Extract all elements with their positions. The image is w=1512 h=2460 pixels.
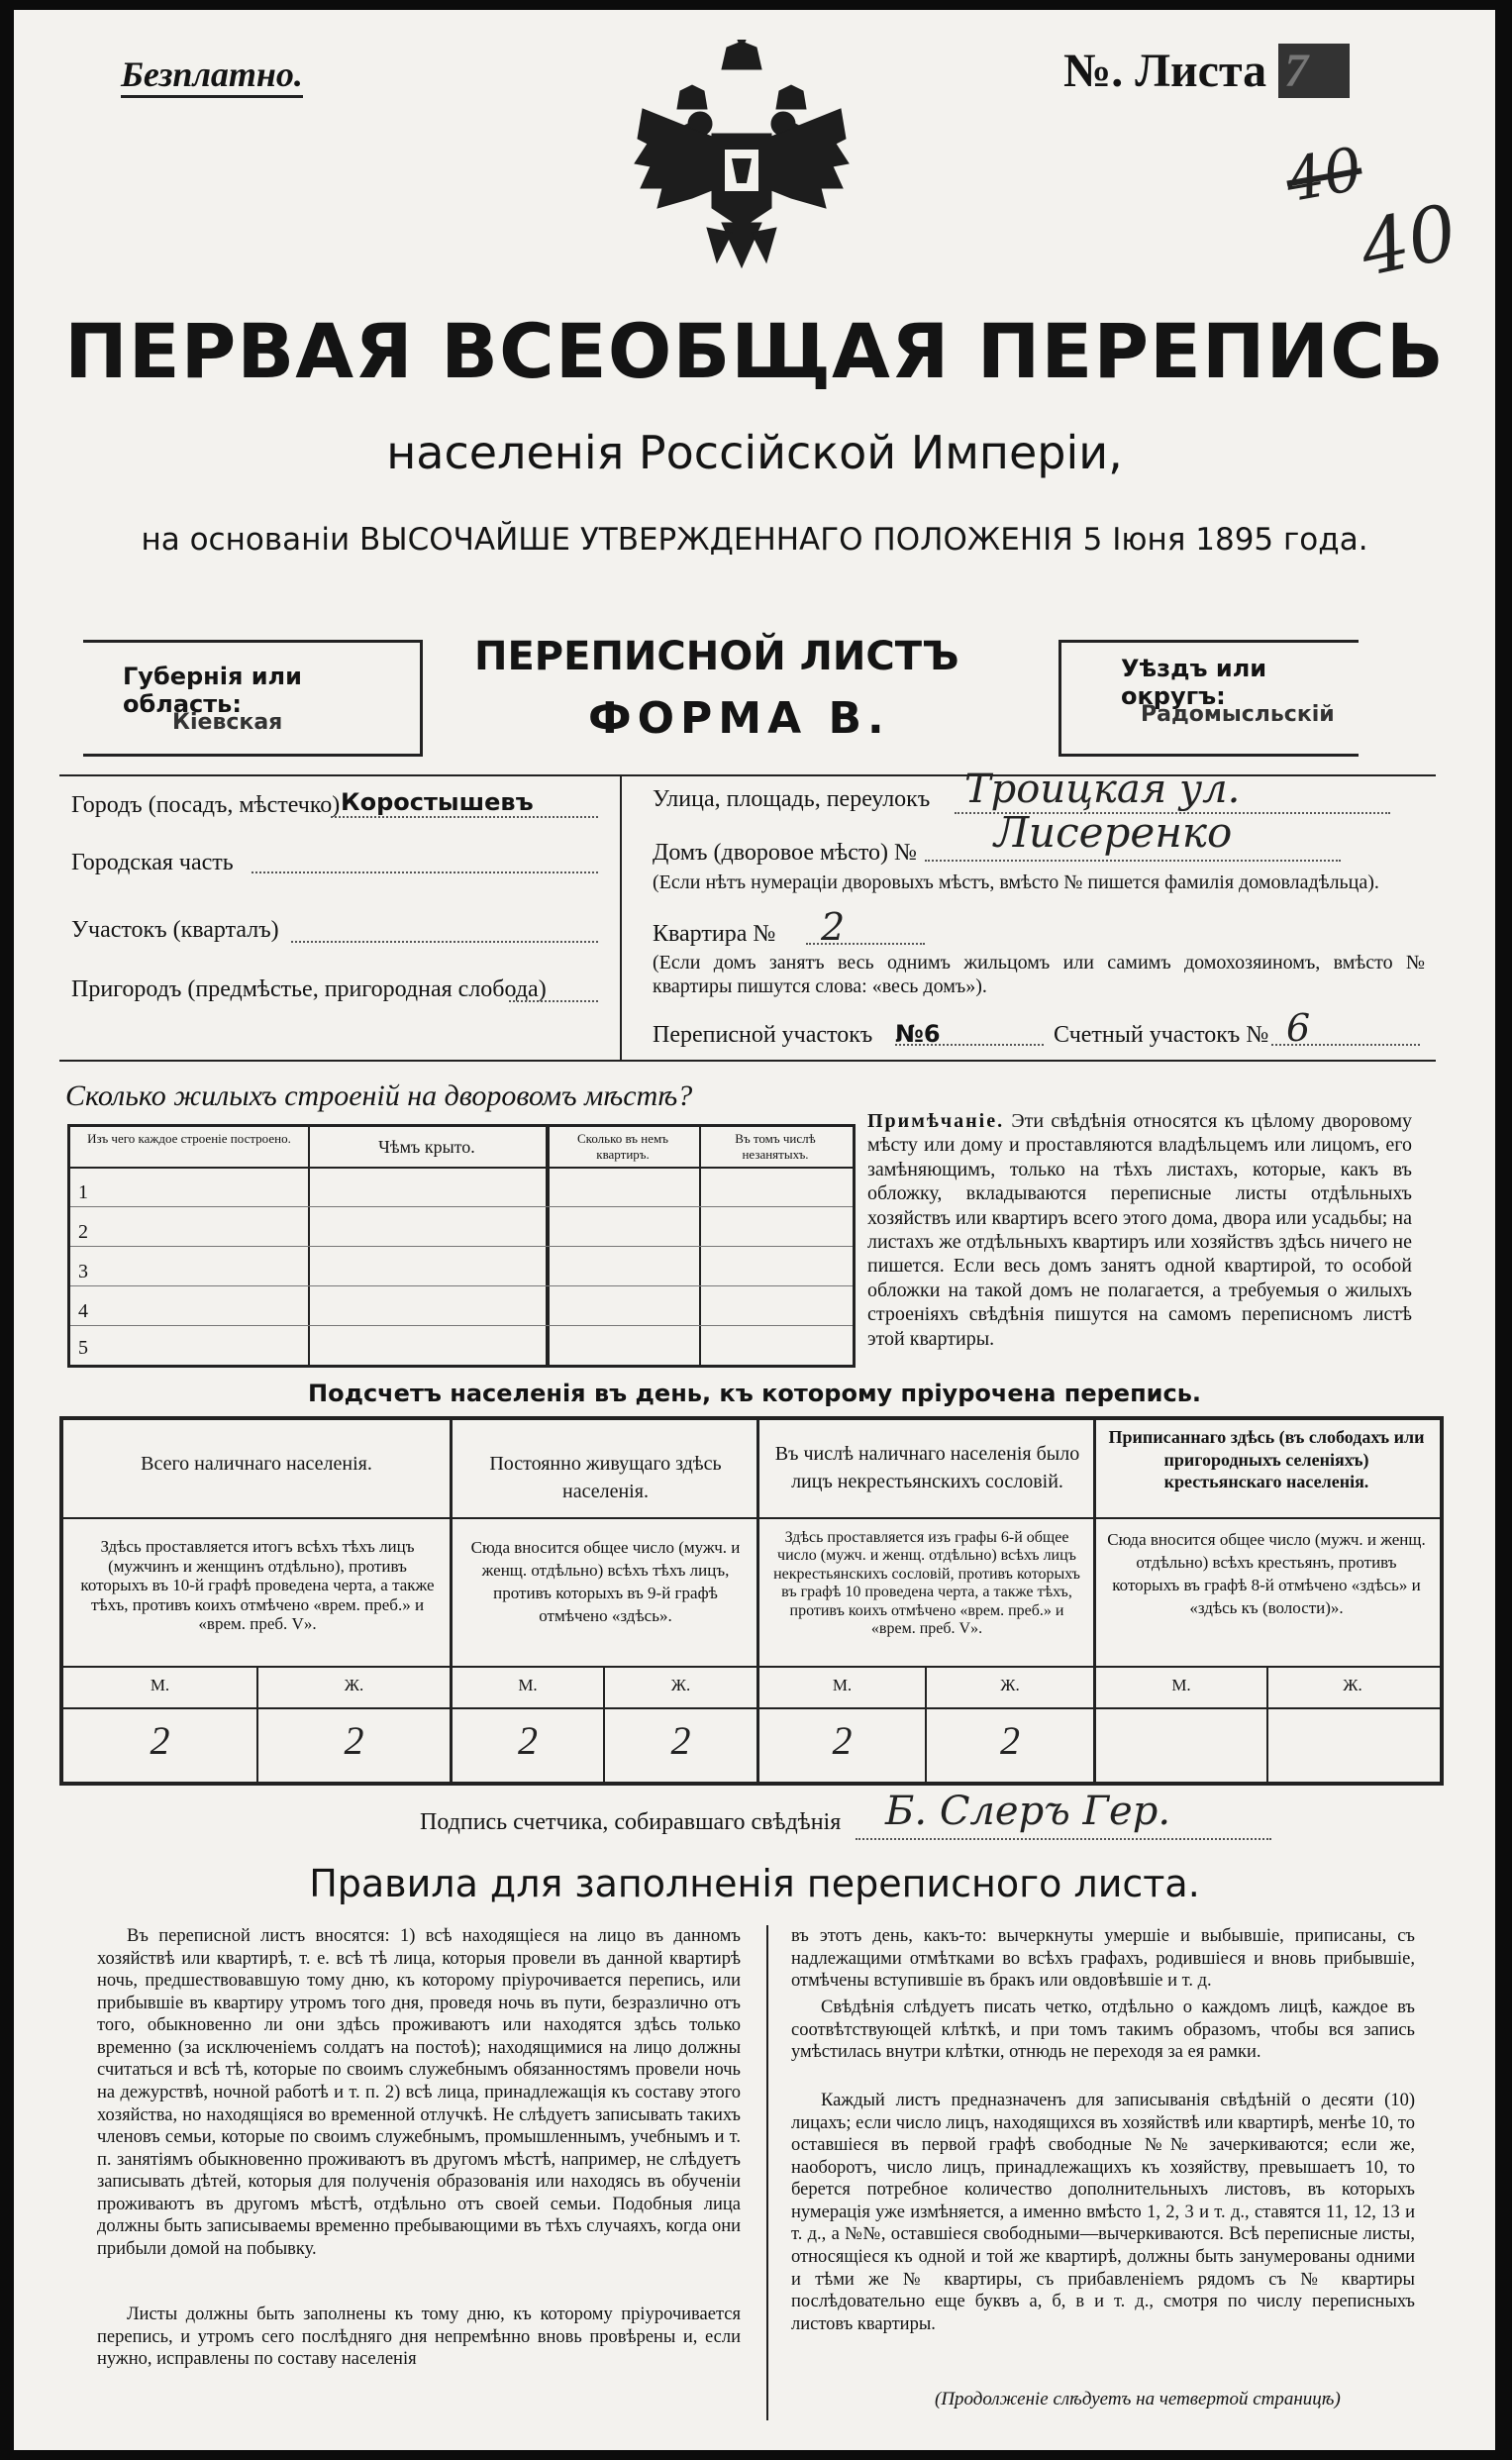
note-lead: Примѣчаніе.: [867, 1110, 1005, 1132]
pop-col2-desc: Сюда вносится общее число (мужч. и женщ. отдѣльно) всѣхъ тѣхъ лицъ, противъ которыхъ въ 9-й графѣ отмѣчено «здѣсь».: [470, 1538, 741, 1625]
row-rule-4: [70, 1325, 853, 1326]
street-label: Улица, площадь, переулокъ: [653, 786, 931, 812]
imperial-eagle-emblem: [623, 40, 860, 287]
pop-col2-m-value: 2: [518, 1718, 538, 1763]
signature-value: Б. Слеръ Гер.: [885, 1789, 1171, 1834]
count-area-line: [1271, 1044, 1420, 1046]
pop-col1-head: Всего наличнаго населенія.: [141, 1453, 372, 1475]
city-value: Коростышевъ: [341, 788, 534, 816]
note-paragraph: [867, 1109, 1412, 1351]
table-head-rule: [70, 1167, 853, 1169]
free-label: Безплатно.: [121, 53, 303, 98]
address-divider: [620, 774, 622, 1060]
pop-col2-head: Постоянно живущаго здѣсь населенія.: [489, 1453, 722, 1502]
pop-col3-m-label: М.: [832, 1676, 853, 1694]
legal-basis: на основаніи ВЫСОЧАЙШЕ УТВЕРЖДЕННАГО ПОЛОЖЕНІЯ 5 Іюня 1895 года.: [141, 522, 1368, 558]
county-value: Радомысльскій: [1141, 702, 1335, 727]
pop-head-rule: [63, 1517, 1440, 1519]
rules-left-p1: Въ переписной листъ вносятся: 1) всѣ находящіеся на лицо въ данномъ хозяйствѣ или квартирѣ, т. е. всѣ тѣ лица, которыя провели въ данной квартирѣ ночь, предшествовавшую тому дню, къ которому пріурочивается перепись, или прибывшіе въ квартиру утромъ того дня, проведя ночь въ пути, безразлично отъ того, обыкновенно ли они здѣсь проживаютъ или находятся здѣсь только временно (за исключеніемъ солдатъ на постоѣ); находящимися на лицо должны считаться и всѣ тѣ, которые по своимъ служебнымъ обязанностямъ провели ночь на дежурствѣ, ночной работѣ и т. п. 2) всѣ лица, принадлежащія къ составу этого хозяйства, но находящіяся во временной отлучкѣ. Не слѣдуетъ записывать такихъ членовъ семьи, которые по своимъ служебнымъ, промышленнымъ, учебнымъ и т. п. занятіямъ обыкновенно проживаютъ въ другомъ мѣстѣ, например, не слѣдуетъ записывать дѣтей, которыя для полученія образованія или находясь въ обученіи проживаютъ въ другомъ мѣстѣ, отдѣльно отъ своей семьи. Подобныя лица должны быть записываемы временно пребывающими въ тѣхъ случаяхъ, когда они прибыли домой на побывку.: [97, 1926, 741, 2259]
pop-col3-head: Въ числѣ наличнаго населенія было лицъ некрестьянскихъ сословій.: [774, 1443, 1080, 1492]
col-roof: Чѣмъ крыто.: [378, 1137, 475, 1157]
sheet-title: ПЕРЕПИСНОЙ ЛИСТЪ: [474, 634, 959, 679]
sheet-number-struck: 7: [1278, 44, 1350, 98]
count-area-value: 6: [1286, 1006, 1311, 1050]
note-text: Эти свѣдѣнія относятся къ цѣлому дворовому мѣсту или дому и проставляются владѣльцемъ или лицомъ, его замѣняющимъ, только на тѣхъ листахъ, которые, какъ въ обложку, вкладываются переписные листы отдѣльныхъ хозяйствъ или квартиръ всего этого дома, двора или усадьбы; на листахъ же отдѣльныхъ квартиръ или хозяйствъ здѣсь ничего не пишется. Если весь домъ занятъ одной квартирой, то особой обложки на такой домъ не полагается, а требуемыя о жилыхъ строеніяхъ свѣдѣнія пишутся на самомъ переписномъ листѣ этой квартиры.: [867, 1110, 1413, 1350]
census-area-value: №6: [895, 1020, 941, 1048]
rules-title: Правила для заполненія переписного листа.: [309, 1862, 1200, 1905]
census-area-line: [895, 1044, 1044, 1046]
signature-label: Подпись счетчика, собиравшаго свѣдѣнія: [420, 1809, 842, 1835]
sheet-label: №. Листа: [1063, 45, 1267, 97]
address-bottom-rule: [59, 1060, 1436, 1062]
page-subtitle: населенія Россійской Имперіи,: [386, 426, 1123, 479]
province-value: Кіевская: [172, 710, 283, 735]
census-form-page: [14, 10, 1495, 2450]
rules-continued: (Продолженіе слѣдуетъ на четвертой страницѣ): [935, 2389, 1341, 2409]
pop-col3-desc: Здѣсь проставляется изъ графы 6-й общее число (мужч. и женщ. отдѣльно) всѣхъ лицъ некрестьянскихъ сословій, противъ которыхъ въ графѣ 10 проведена черта, а также тѣхъ, противъ коихъ отмѣчено «врем. преб.» и «врем. преб. V».: [773, 1529, 1080, 1637]
row-rule-1: [70, 1206, 853, 1207]
house-line: [925, 860, 1341, 862]
col-vacant: Въ томъ числѣ незанятыхъ.: [735, 1131, 816, 1162]
city-label: Городъ (посадъ, мѣстечко): [71, 792, 341, 818]
page-title: ПЕРВАЯ ВСЕОБЩАЯ ПЕРЕПИСЬ: [64, 307, 1445, 395]
apartment-note: (Если домъ занятъ весь однимъ жильцомъ или самимъ домохозяиномъ, вмѣсто № квартиры пишутся слова: «весь домъ»).: [653, 952, 1425, 997]
population-table: [59, 1416, 1444, 1786]
district-label: Городская часть: [71, 850, 234, 875]
house-value: Лисеренко: [994, 808, 1233, 857]
suburb-label: Пригородъ (предмѣстье, пригородная слобода): [71, 976, 547, 1002]
pop-col2-f-label: Ж.: [670, 1676, 691, 1694]
province-label: Губернія или область:: [123, 663, 302, 718]
street-value: Троицкая ул.: [964, 767, 1241, 812]
pop-col1-desc: Здѣсь проставляется итогъ всѣхъ тѣхъ лицъ (мужчинъ и женщинъ отдѣльно), противъ которыхъ въ 10-й графѣ проведена черта, а также тѣхъ, противъ коихъ отмѣчено «врем. преб.» и «врем. преб. V».: [80, 1537, 435, 1634]
pop-desc-rule: [63, 1666, 1440, 1668]
precinct-line: [291, 941, 598, 943]
buildings-table: [67, 1124, 856, 1368]
pop-col1-f-value: 2: [344, 1718, 364, 1763]
row-number-2: 2: [78, 1221, 88, 1243]
row-number-1: 1: [78, 1181, 88, 1203]
pop-col4-m-label: М.: [1171, 1676, 1191, 1694]
apartment-line: [806, 943, 925, 945]
handwritten-number-2: 40: [1352, 186, 1464, 294]
house-note: (Если нѣтъ нумераціи дворовыхъ мѣстъ, вмѣсто № пишется фамилія домовладѣльца).: [653, 871, 1379, 893]
pop-col-divider-3: [1093, 1420, 1096, 1782]
pop-col4-desc: Сюда вносится общее число (мужч. и женщ. отдѣльно) всѣхъ крестьянъ, противъ которыхъ въ графѣ 8-й отмѣчено «здѣсь» и «здѣсь къ (волости)».: [1107, 1530, 1426, 1617]
col-material: Изъ чего каждое строеніе построено.: [87, 1131, 291, 1146]
form-name: ФОРМА В.: [588, 693, 890, 744]
house-label: Домъ (дворовое мѣсто) №: [653, 840, 917, 866]
count-area-label: Счетный участокъ №: [1054, 1022, 1269, 1048]
county-label: Уѣздъ или округъ:: [1121, 655, 1267, 710]
suburb-line: [509, 1000, 598, 1002]
pop-col4-head: Приписаннаго здѣсь (въ слободахъ или пригородныхъ селеніяхъ) крестьянскаго населенія.: [1108, 1427, 1425, 1491]
pop-mf-rule: [63, 1707, 1440, 1709]
pop-col2-f-value: 2: [670, 1718, 691, 1763]
handwritten-number-1: 40: [1280, 134, 1367, 217]
apartment-value: 2: [821, 905, 846, 949]
census-area-label: Переписной участокъ: [653, 1022, 873, 1048]
rules-right-p2: Свѣдѣнія слѣдуетъ писать четко, отдѣльно о каждомъ лицѣ, каждое въ соотвѣтствующей клѣткѣ, и при томъ такимъ образомъ, чтобы вся запись умѣстилась внутри клѣтки, отнюдь не переходя за ея рамки.: [791, 1998, 1415, 2063]
pop-col3-f-label: Ж.: [1000, 1676, 1020, 1694]
row-number-5: 5: [78, 1337, 88, 1359]
col-apartments: Сколько въ немъ квартиръ.: [577, 1131, 668, 1162]
row-number-4: 4: [78, 1300, 88, 1322]
row-rule-2: [70, 1246, 853, 1247]
rules-right-p1: въ этотъ день, какъ-то: вычеркнуты умершіе и выбывшіе, приписаны, съ надлежащими отмѣтками во всѣхъ графахъ, родившіеся и вновь прибывшіе, отмѣчены вступившіе въ бракъ или овдовѣвшіе и т. д.: [791, 1926, 1415, 1992]
sheet-number-label: [1063, 44, 1350, 98]
rules-column-divider: [766, 1925, 768, 2420]
pop-col3-f-value: 2: [1000, 1718, 1020, 1763]
rules-left-p2: Листы должны быть заполнены къ тому дню, къ которому пріурочивается перепись, и утромъ сего послѣдняго дня непремѣнно вновь провѣрены и, если нужно, исправлены по составу населенія: [97, 2305, 741, 2370]
precinct-label: Участокъ (кварталъ): [71, 917, 279, 943]
signature-line: [856, 1838, 1271, 1840]
pop-col1-f-label: Ж.: [344, 1676, 364, 1694]
city-line: [331, 816, 598, 818]
row-number-3: 3: [78, 1261, 88, 1282]
district-line: [252, 871, 598, 873]
pop-col3-m-value: 2: [832, 1718, 853, 1763]
population-title: Подсчетъ населенія въ день, къ которому пріурочена перепись.: [308, 1380, 1201, 1407]
province-box: [83, 640, 423, 757]
rules-right-p3: Каждый листъ предназначенъ для записыванія свѣдѣній о десяти (10) лицахъ; если число лицъ, находящихся въ хозяйствѣ или квартирѣ, менѣе 10, то оставшіеся въ первой графѣ свободные №№ зачеркиваются; если же, наоборотъ, число лицъ, принадлежащихъ къ хозяйству, превышаетъ 10, то берется потребное количество дополнительныхъ листовъ, въ которыхъ нумерація уже измѣняется, а именно вмѣсто 1, 2, 3 и т. д., ставятся 11, 12, 13 и т. д., а №№, оставшіеся свободными—вычеркиваются. Всѣ переписные листы, относящіеся къ одной и той же квартирѣ, должны быть занумерованы одними и тѣми же № квартиры, съ прибавленіемъ рядомъ съ № квартиры послѣдовательно еще буквъ а, б, в и т. д., смотря по числу переписныхъ листовъ квартиры.: [791, 2091, 1415, 2334]
row-rule-3: [70, 1285, 853, 1286]
form-header-box: [83, 634, 1356, 761]
pop-col1-m-label: М.: [150, 1676, 170, 1694]
pop-col1-m-value: 2: [150, 1718, 170, 1763]
pop-col2-m-label: М.: [518, 1676, 538, 1694]
apartment-label: Квартира №: [653, 921, 776, 947]
pop-col4-f-label: Ж.: [1343, 1676, 1362, 1694]
county-box: [1058, 640, 1359, 757]
buildings-question: Сколько жилыхъ строеній на дворовомъ мѣстѣ?: [65, 1079, 693, 1112]
